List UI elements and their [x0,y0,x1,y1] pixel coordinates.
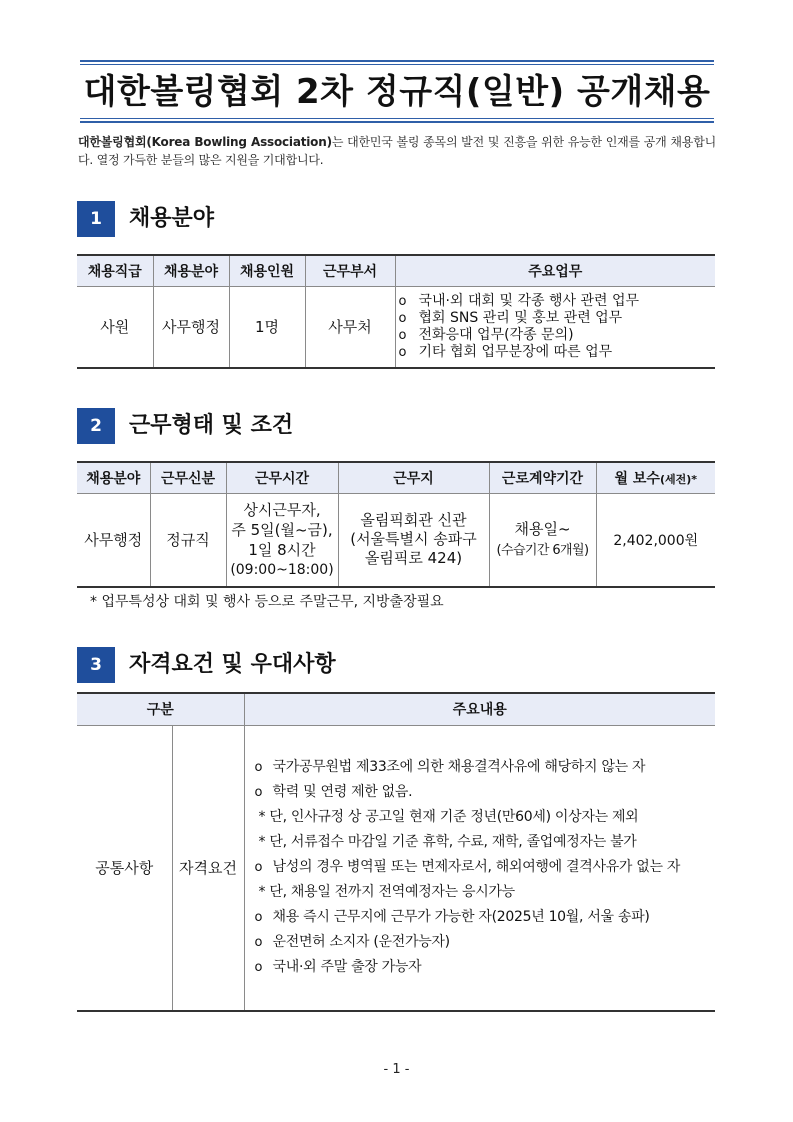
table-cell: 사원 [77,286,153,368]
qualifications-cell [244,725,715,1011]
list-item: * 단, 채용일 전까지 전역예정자는 응시가능 [258,884,515,901]
list-item: * 단, 서류접수 마감일 기준 휴학, 수료, 재학, 졸업예정자는 불가 [258,834,637,851]
title-rule [80,64,714,65]
work-hours-cell: 상시근무자, 주 5일(월~금), 1일 8시간 (09:00~18:00) [226,493,338,587]
table-header: 채용인원 [229,255,305,286]
table-header: 근무부서 [305,255,395,286]
intro-text: 는 대한민국 볼링 종목의 발전 및 진흥을 위한 유능한 인재를 공개 채용합니다. 열정 가득한 분들의 많은 지원을 기대합니다. [78,135,716,167]
list-item: o 협회 SNS 관리 및 홍보 관련 업무 [398,309,623,326]
list-item: o 국내·외 주말 출장 가능자 [254,959,422,976]
table-header: 근로계약기간 [489,462,596,493]
qualifications-table [77,692,715,1012]
note-text: * 업무특성상 대회 및 행사 등으로 주말근무, 지방출장필요 [90,594,444,610]
table-header: 채용직급 [77,255,153,286]
table-header: 월 보수(세전)* [596,462,715,493]
list-item: o 기타 협회 업무분장에 따른 업무 [398,343,613,360]
list-item: o 국가공무원법 제33조에 의한 채용결격사유에 해당하지 않는 자 [254,759,646,776]
section-title: 자격요건 및 우대사항 [129,652,336,677]
section-number: 1 [77,201,115,237]
table-header: 주요내용 [244,693,715,725]
list-item: o 남성의 경우 병역필 또는 면제자로서, 해외여행에 결격사유가 없는 자 [254,859,681,876]
table-header: 근무지 [338,462,489,493]
list-item: o 채용 즉시 근무지에 근무가 가능한 자(2025년 10월, 서울 송파) [254,909,650,926]
org-name: 대한볼링협회(Korea Bowling Association) [78,135,332,149]
recruitment-table [77,254,715,369]
table-header: 채용분야 [77,462,150,493]
table-header: 주요업무 [395,255,715,286]
table-cell: 정규직 [150,493,226,587]
table-cell: 사무행정 [153,286,229,368]
title-rule [80,118,714,119]
subcategory-cell: 자격요건 [172,725,244,1011]
intro-paragraph [78,133,716,169]
section-number: 3 [77,647,115,683]
title-rule [80,60,714,62]
page-number: - 1 - [383,1062,410,1077]
section-title: 근무형태 및 조건 [129,413,294,438]
table-header: 근무시간 [226,462,338,493]
table-header: 근무신분 [150,462,226,493]
list-item: o 전화응대 업무(각종 문의) [398,326,574,343]
contract-period-cell: 채용일~ (수습기간 6개월) [489,493,596,587]
page-title: 대한볼링협회 2차 정규직(일반) 공개채용 [83,72,711,112]
category-cell: 공통사항 [77,725,172,1011]
table-cell: 사무처 [305,286,395,368]
conditions-table [77,461,715,588]
table-cell: 1명 [229,286,305,368]
duties-cell [395,286,715,368]
work-place-cell: 올림픽회관 신관 (서울특별시 송파구 올림픽로 424) [338,493,489,587]
duties-list [396,293,716,361]
table-header: 채용분야 [153,255,229,286]
pay-cell: 2,402,000원 [596,493,715,587]
table-cell: 사무행정 [77,493,150,587]
title-rule [80,121,714,123]
list-item: o 운전면허 소지자 (운전가능자) [254,934,450,951]
table-header: 구분 [77,693,244,725]
list-item: o 학력 및 연령 제한 없음. [254,784,413,801]
section-title: 채용분야 [129,206,215,231]
list-item: o 국내·외 대회 및 각종 행사 관련 업무 [398,292,639,309]
list-item: * 단, 인사규정 상 공고일 현재 기준 정년(만60세) 이상자는 제외 [258,809,639,826]
section-number: 2 [77,408,115,444]
